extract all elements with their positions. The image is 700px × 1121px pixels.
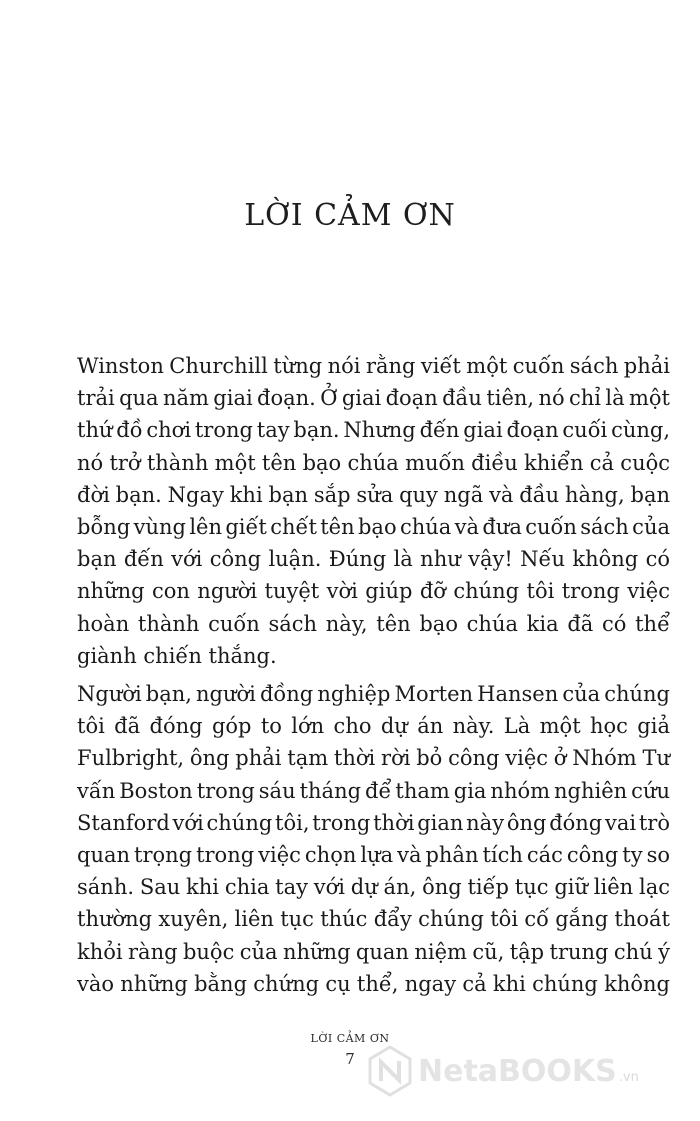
watermark-text: [418, 1054, 639, 1089]
text-line: nó trở thành một tên bạo chúa muốn điều khiển cả cuộc: [77, 450, 670, 475]
text-line: hoàn thành cuốn sách này, tên bạo chúa kia đã có thể: [77, 611, 670, 636]
text-line: thường xuyên, liên tục thúc đẩy chúng tôi cố gắng thoát: [77, 907, 670, 932]
netabooks-logo-icon: [368, 1045, 412, 1097]
text-line: đời bạn. Ngay khi bạn sắp sửa quy ngã và đầu hàng, bạn: [77, 482, 670, 507]
text-line: khỏi ràng buộc của những quan niệm cũ, tập trung chú ý: [77, 939, 670, 964]
text-line: sánh. Sau khi chia tay với dự án, ông tiếp tục giữ liên lạc: [77, 875, 670, 900]
page-number: 7: [345, 1050, 355, 1068]
paragraph-1: [77, 350, 670, 672]
text-line: Fulbright, ông phải tạm thời rời bỏ công việc ở Nhóm Tư: [77, 746, 670, 771]
text-line: quan trọng trong việc chọn lựa và phân tích các công ty so: [77, 843, 670, 868]
watermark-tld: .vn: [618, 1069, 639, 1085]
text-line: tôi đã đóng góp to lớn cho dự án này. Là một học giả: [77, 714, 670, 739]
text-line: Stanford với chúng tôi, trong thời gian này ông đóng vai trò: [77, 810, 670, 835]
text-line: Winston Churchill từng nói rằng viết một cuốn sách phải: [77, 354, 670, 378]
body-text: [77, 350, 670, 1000]
text-line: Người bạn, người đồng nghiệp Morten Hansen của chúng: [77, 682, 670, 707]
watermark: [368, 1045, 639, 1097]
text-line: trải qua năm giai đoạn. Ở giai đoạn đầu tiên, nó chỉ là một: [77, 386, 670, 411]
text-line: bỗng vùng lên giết chết tên bạo chúa và đưa cuốn sách của: [77, 515, 670, 540]
text-line: bạn đến với công luận. Đúng là như vậy! Nếu không có: [77, 547, 670, 572]
page-title: LỜI CẢM ƠN: [244, 198, 456, 233]
text-line: những con người tuyệt vời giúp đỡ chúng tôi trong việc: [77, 579, 670, 604]
paragraph-2: [77, 678, 670, 1000]
text-line: vào những bằng chứng cụ thể, ngay cả khi chúng không: [77, 971, 670, 996]
text-line: vấn Boston trong sáu tháng để tham gia nhóm nghiên cứu: [77, 778, 670, 803]
text-line: thứ đồ chơi trong tay bạn. Nhưng đến giai đoạn cuối cùng,: [77, 418, 670, 443]
text-line: giành chiến thắng.: [77, 643, 277, 668]
watermark-brand: NetaBOOKS: [418, 1053, 617, 1089]
running-footer-title: LỜI CẢM ƠN: [310, 1032, 390, 1045]
